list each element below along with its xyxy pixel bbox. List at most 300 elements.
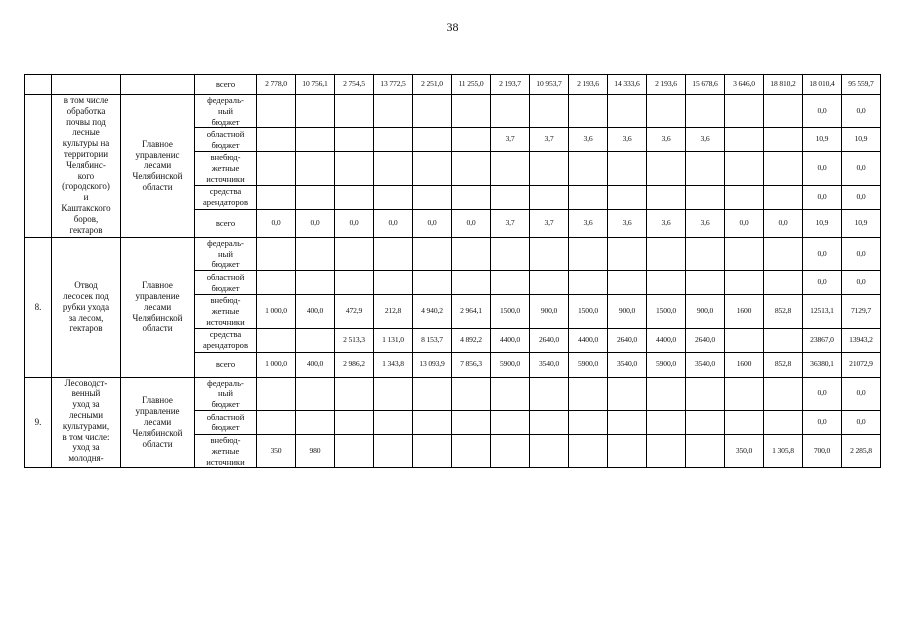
funding-source-cell bbox=[195, 237, 257, 270]
agency-line: лесами bbox=[143, 160, 172, 171]
value-cell: 0,0 bbox=[842, 410, 881, 434]
funding-source-line: источники bbox=[206, 456, 245, 467]
agency-line: Челябинской bbox=[132, 427, 183, 438]
value-cell bbox=[647, 185, 686, 209]
value-cell: 1500,0 bbox=[491, 295, 530, 328]
funding-source-cell bbox=[195, 75, 257, 95]
value-cell: 852,8 bbox=[764, 295, 803, 328]
value-cell: 3,7 bbox=[530, 209, 569, 237]
value-cell bbox=[686, 377, 725, 410]
activity-line: за лесом, bbox=[68, 312, 104, 323]
value-cell: 10,9 bbox=[842, 128, 881, 152]
value-cell bbox=[257, 410, 296, 434]
funding-source-line: всего bbox=[215, 359, 236, 370]
funding-source-line: бюджет bbox=[211, 139, 240, 150]
value-cell bbox=[491, 237, 530, 270]
funding-source-cell bbox=[195, 271, 257, 295]
funding-source-line: бюджет bbox=[211, 259, 240, 270]
funding-source-line: бюджет bbox=[211, 422, 240, 433]
value-cell bbox=[413, 152, 452, 185]
agency-line: управленис bbox=[135, 149, 180, 160]
value-cell: 95 559,7 bbox=[842, 75, 881, 95]
activity-line: почвы под bbox=[66, 116, 106, 127]
value-cell bbox=[335, 128, 374, 152]
value-cell: 8 153,7 bbox=[413, 328, 452, 352]
value-cell bbox=[530, 185, 569, 209]
value-cell bbox=[296, 237, 335, 270]
value-cell bbox=[686, 434, 725, 467]
funding-source-line: федераль- bbox=[207, 377, 244, 388]
value-cell: 0,0 bbox=[803, 377, 842, 410]
funding-source-line: внебюд- bbox=[210, 152, 241, 163]
value-cell bbox=[335, 95, 374, 128]
value-cell: 2 778,0 bbox=[257, 75, 296, 95]
value-cell bbox=[569, 377, 608, 410]
value-cell bbox=[647, 237, 686, 270]
value-cell: 3,6 bbox=[686, 128, 725, 152]
funding-source-line: жетные bbox=[211, 305, 240, 316]
value-cell: 350,0 bbox=[725, 434, 764, 467]
funding-source-line: бюджет bbox=[211, 399, 240, 410]
funding-source-line: источники bbox=[206, 316, 245, 327]
value-cell: 0,0 bbox=[842, 377, 881, 410]
value-cell bbox=[335, 271, 374, 295]
value-cell bbox=[725, 95, 764, 128]
table-row bbox=[25, 75, 881, 95]
value-cell: 3540,0 bbox=[608, 352, 647, 377]
funding-source-line: бюджет bbox=[211, 116, 240, 127]
activity-line: гектаров bbox=[69, 323, 103, 334]
value-cell bbox=[296, 328, 335, 352]
agency-line: Челябинской bbox=[132, 312, 183, 323]
agency-line: лесами bbox=[143, 301, 172, 312]
activity-line: Каштакского bbox=[61, 202, 111, 213]
activity-line: культурами, bbox=[62, 420, 110, 431]
value-cell: 10 756,1 bbox=[296, 75, 335, 95]
value-cell: 4400,0 bbox=[491, 328, 530, 352]
value-cell bbox=[764, 271, 803, 295]
value-cell: 7129,7 bbox=[842, 295, 881, 328]
value-cell bbox=[374, 410, 413, 434]
value-cell bbox=[257, 95, 296, 128]
value-cell bbox=[686, 271, 725, 295]
value-cell bbox=[257, 271, 296, 295]
value-cell: 2640,0 bbox=[530, 328, 569, 352]
value-cell bbox=[374, 152, 413, 185]
value-cell bbox=[374, 128, 413, 152]
value-cell bbox=[413, 271, 452, 295]
value-cell: 2 193,7 bbox=[491, 75, 530, 95]
agency-cell bbox=[121, 95, 195, 238]
value-cell: 5900,0 bbox=[647, 352, 686, 377]
value-cell: 0,0 bbox=[413, 209, 452, 237]
value-cell bbox=[452, 185, 491, 209]
agency-line: Главное bbox=[142, 395, 173, 406]
value-cell bbox=[569, 95, 608, 128]
funding-source-cell bbox=[195, 434, 257, 467]
funding-source-line: бюджет bbox=[211, 282, 240, 293]
value-cell bbox=[569, 152, 608, 185]
funding-source-line: ный bbox=[218, 388, 233, 399]
value-cell: 3,6 bbox=[608, 209, 647, 237]
value-cell bbox=[491, 95, 530, 128]
page-number: 38 bbox=[446, 20, 459, 34]
value-cell bbox=[257, 328, 296, 352]
value-cell bbox=[725, 328, 764, 352]
value-cell: 2 986,2 bbox=[335, 352, 374, 377]
value-cell: 0,0 bbox=[842, 185, 881, 209]
funding-source-line: ный bbox=[218, 105, 233, 116]
activity-line: боров, bbox=[73, 213, 99, 224]
activity-line: культуры на bbox=[62, 138, 110, 149]
value-cell bbox=[491, 185, 530, 209]
value-cell bbox=[764, 328, 803, 352]
value-cell bbox=[530, 95, 569, 128]
value-cell bbox=[452, 271, 491, 295]
funding-source-line: арендаторов bbox=[202, 340, 249, 351]
value-cell bbox=[764, 185, 803, 209]
value-cell: 0,0 bbox=[842, 237, 881, 270]
value-cell: 10 953,7 bbox=[530, 75, 569, 95]
value-cell: 2 285,8 bbox=[842, 434, 881, 467]
value-cell bbox=[296, 152, 335, 185]
value-cell bbox=[608, 410, 647, 434]
value-cell bbox=[374, 185, 413, 209]
row-index-cell: 9. bbox=[25, 377, 52, 468]
value-cell: 23867,0 bbox=[803, 328, 842, 352]
value-cell bbox=[686, 237, 725, 270]
value-cell: 980 bbox=[296, 434, 335, 467]
value-cell bbox=[686, 152, 725, 185]
value-cell: 1 000,0 bbox=[257, 295, 296, 328]
value-cell bbox=[764, 410, 803, 434]
table-row bbox=[25, 237, 881, 270]
activity-cell bbox=[52, 377, 121, 468]
funding-source-cell bbox=[195, 328, 257, 352]
value-cell: 472,9 bbox=[335, 295, 374, 328]
funding-source-line: жетные bbox=[211, 163, 240, 174]
value-cell bbox=[296, 377, 335, 410]
value-cell bbox=[452, 410, 491, 434]
value-cell bbox=[647, 152, 686, 185]
value-cell bbox=[257, 152, 296, 185]
activity-line: лесосек под bbox=[63, 290, 109, 301]
agency-line: Главное bbox=[142, 280, 173, 291]
value-cell: 2 754,5 bbox=[335, 75, 374, 95]
value-cell: 5900,0 bbox=[491, 352, 530, 377]
value-cell: 3,6 bbox=[647, 209, 686, 237]
value-cell bbox=[725, 377, 764, 410]
value-cell bbox=[413, 377, 452, 410]
value-cell bbox=[569, 185, 608, 209]
activity-line: Отвод bbox=[74, 280, 98, 291]
value-cell: 0,0 bbox=[725, 209, 764, 237]
value-cell bbox=[335, 152, 374, 185]
value-cell bbox=[452, 434, 491, 467]
value-cell: 0,0 bbox=[764, 209, 803, 237]
activity-line: кого bbox=[77, 170, 95, 181]
table-body bbox=[25, 75, 881, 468]
value-cell: 3540,0 bbox=[530, 352, 569, 377]
value-cell: 400,0 bbox=[296, 295, 335, 328]
funding-source-line: средства bbox=[209, 329, 242, 340]
value-cell bbox=[647, 95, 686, 128]
row-index-cell: 8. bbox=[25, 237, 52, 377]
value-cell bbox=[491, 377, 530, 410]
value-cell bbox=[335, 237, 374, 270]
activity-line: обработка bbox=[66, 105, 106, 116]
value-cell bbox=[491, 434, 530, 467]
value-cell bbox=[374, 95, 413, 128]
funding-source-cell bbox=[195, 410, 257, 434]
value-cell: 0,0 bbox=[803, 410, 842, 434]
value-cell bbox=[764, 95, 803, 128]
value-cell: 0,0 bbox=[803, 95, 842, 128]
value-cell: 0,0 bbox=[803, 185, 842, 209]
activity-line: территории bbox=[63, 148, 109, 159]
value-cell bbox=[374, 237, 413, 270]
value-cell: 3,6 bbox=[647, 128, 686, 152]
activity-line: уход за bbox=[72, 399, 100, 410]
value-cell bbox=[569, 271, 608, 295]
value-cell bbox=[296, 271, 335, 295]
value-cell bbox=[335, 377, 374, 410]
value-cell: 10,9 bbox=[842, 209, 881, 237]
value-cell bbox=[530, 152, 569, 185]
value-cell bbox=[608, 95, 647, 128]
value-cell bbox=[413, 237, 452, 270]
funding-source-line: всего bbox=[215, 217, 236, 228]
value-cell bbox=[413, 410, 452, 434]
activity-line: и bbox=[83, 192, 89, 203]
value-cell bbox=[413, 128, 452, 152]
value-cell: 0,0 bbox=[842, 95, 881, 128]
value-cell: 900,0 bbox=[608, 295, 647, 328]
value-cell bbox=[491, 271, 530, 295]
value-cell bbox=[608, 152, 647, 185]
value-cell: 0,0 bbox=[803, 152, 842, 185]
agency-line: управление bbox=[135, 290, 180, 301]
value-cell: 7 856,3 bbox=[452, 352, 491, 377]
value-cell bbox=[374, 377, 413, 410]
table-row bbox=[25, 95, 881, 128]
activity-line: гектаров bbox=[69, 224, 103, 235]
activity-line: лесные bbox=[72, 127, 100, 138]
activity-line: (городского) bbox=[62, 181, 110, 192]
funding-source-line: областной bbox=[206, 271, 245, 282]
value-cell: 2 513,3 bbox=[335, 328, 374, 352]
agency-line: области bbox=[142, 182, 173, 193]
activity-line: рубки ухода bbox=[62, 301, 110, 312]
value-cell: 3540,0 bbox=[686, 352, 725, 377]
value-cell: 3 646,0 bbox=[725, 75, 764, 95]
value-cell: 13943,2 bbox=[842, 328, 881, 352]
value-cell bbox=[725, 152, 764, 185]
value-cell: 3,6 bbox=[569, 209, 608, 237]
value-cell: 2 193,6 bbox=[569, 75, 608, 95]
activity-cell bbox=[52, 237, 121, 377]
activity-line: лесными bbox=[68, 409, 104, 420]
value-cell: 0,0 bbox=[803, 237, 842, 270]
activity-line: венный bbox=[71, 388, 101, 399]
value-cell bbox=[608, 377, 647, 410]
value-cell bbox=[647, 434, 686, 467]
funding-source-line: жетные bbox=[211, 445, 240, 456]
agency-line: области bbox=[142, 323, 173, 334]
value-cell: 0,0 bbox=[842, 152, 881, 185]
row-index-cell bbox=[25, 75, 52, 95]
value-cell: 1600 bbox=[725, 352, 764, 377]
value-cell bbox=[335, 410, 374, 434]
value-cell: 3,6 bbox=[686, 209, 725, 237]
value-cell: 14 333,6 bbox=[608, 75, 647, 95]
funding-source-cell bbox=[195, 295, 257, 328]
value-cell: 1500,0 bbox=[569, 295, 608, 328]
value-cell bbox=[257, 185, 296, 209]
value-cell: 0,0 bbox=[374, 209, 413, 237]
value-cell bbox=[686, 185, 725, 209]
value-cell bbox=[296, 410, 335, 434]
value-cell: 3,6 bbox=[569, 128, 608, 152]
value-cell: 900,0 bbox=[686, 295, 725, 328]
value-cell: 15 678,6 bbox=[686, 75, 725, 95]
value-cell bbox=[257, 377, 296, 410]
value-cell: 4400,0 bbox=[569, 328, 608, 352]
value-cell bbox=[725, 237, 764, 270]
agency-line: Челябинской bbox=[132, 171, 183, 182]
value-cell: 3,7 bbox=[530, 128, 569, 152]
value-cell bbox=[569, 434, 608, 467]
funding-source-line: всего bbox=[215, 79, 236, 90]
agency-cell bbox=[121, 75, 195, 95]
agency-line: управление bbox=[135, 406, 180, 417]
value-cell: 21072,9 bbox=[842, 352, 881, 377]
value-cell: 1600 bbox=[725, 295, 764, 328]
value-cell bbox=[725, 185, 764, 209]
value-cell bbox=[335, 434, 374, 467]
value-cell: 2640,0 bbox=[608, 328, 647, 352]
value-cell bbox=[530, 410, 569, 434]
value-cell bbox=[530, 377, 569, 410]
value-cell: 10,9 bbox=[803, 128, 842, 152]
value-cell: 3,6 bbox=[608, 128, 647, 152]
funding-source-cell bbox=[195, 209, 257, 237]
funding-source-line: федераль- bbox=[207, 95, 244, 105]
value-cell: 3,7 bbox=[491, 128, 530, 152]
value-cell: 0,0 bbox=[842, 271, 881, 295]
activity-cell bbox=[52, 95, 121, 238]
value-cell bbox=[452, 95, 491, 128]
funding-source-line: внебюд- bbox=[210, 434, 241, 445]
value-cell bbox=[452, 237, 491, 270]
funding-source-line: областной bbox=[206, 411, 245, 422]
value-cell bbox=[608, 185, 647, 209]
funding-source-line: ный bbox=[218, 248, 233, 259]
value-cell bbox=[725, 128, 764, 152]
value-cell bbox=[725, 271, 764, 295]
value-cell: 852,8 bbox=[764, 352, 803, 377]
value-cell bbox=[647, 410, 686, 434]
value-cell bbox=[764, 152, 803, 185]
value-cell bbox=[452, 128, 491, 152]
value-cell: 18 810,2 bbox=[764, 75, 803, 95]
value-cell bbox=[530, 271, 569, 295]
value-cell bbox=[530, 434, 569, 467]
value-cell bbox=[686, 410, 725, 434]
value-cell bbox=[374, 434, 413, 467]
value-cell bbox=[569, 410, 608, 434]
value-cell: 5900,0 bbox=[569, 352, 608, 377]
value-cell: 11 255,0 bbox=[452, 75, 491, 95]
activity-cell bbox=[52, 75, 121, 95]
agency-cell bbox=[121, 237, 195, 377]
value-cell: 400,0 bbox=[296, 352, 335, 377]
funding-source-line: федераль- bbox=[207, 237, 244, 248]
value-cell: 0,0 bbox=[452, 209, 491, 237]
activity-line: Лесоводст- bbox=[64, 377, 108, 388]
value-cell: 2 251,0 bbox=[413, 75, 452, 95]
value-cell bbox=[413, 95, 452, 128]
value-cell: 18 010,4 bbox=[803, 75, 842, 95]
value-cell bbox=[491, 152, 530, 185]
funding-source-cell bbox=[195, 352, 257, 377]
value-cell: 212,8 bbox=[374, 295, 413, 328]
table-row bbox=[25, 377, 881, 410]
value-cell: 2640,0 bbox=[686, 328, 725, 352]
value-cell bbox=[530, 237, 569, 270]
value-cell: 4 940,2 bbox=[413, 295, 452, 328]
value-cell: 0,0 bbox=[803, 271, 842, 295]
value-cell bbox=[296, 95, 335, 128]
value-cell bbox=[764, 128, 803, 152]
row-index-cell bbox=[25, 95, 52, 238]
value-cell bbox=[647, 377, 686, 410]
value-cell: 1 305,8 bbox=[764, 434, 803, 467]
value-cell: 0,0 bbox=[335, 209, 374, 237]
value-cell: 1 000,0 bbox=[257, 352, 296, 377]
activity-line: молодня- bbox=[68, 453, 104, 464]
agency-line: Главное bbox=[142, 138, 173, 149]
funding-source-line: арендаторов bbox=[202, 197, 249, 208]
agency-cell bbox=[121, 377, 195, 468]
agency-line: области bbox=[142, 438, 173, 449]
activity-line: в том числе bbox=[63, 95, 109, 105]
funding-source-line: внебюд- bbox=[210, 295, 241, 306]
value-cell: 1 131,0 bbox=[374, 328, 413, 352]
value-cell bbox=[569, 237, 608, 270]
funding-source-line: средства bbox=[209, 186, 242, 197]
value-cell bbox=[335, 185, 374, 209]
activity-line: уход за bbox=[72, 442, 100, 453]
funding-source-cell bbox=[195, 185, 257, 209]
value-cell bbox=[608, 434, 647, 467]
value-cell: 900,0 bbox=[530, 295, 569, 328]
value-cell: 2 964,1 bbox=[452, 295, 491, 328]
funding-source-line: источники bbox=[206, 173, 245, 184]
value-cell bbox=[413, 434, 452, 467]
value-cell: 0,0 bbox=[257, 209, 296, 237]
value-cell bbox=[257, 237, 296, 270]
value-cell: 350 bbox=[257, 434, 296, 467]
value-cell bbox=[764, 237, 803, 270]
value-cell: 1500,0 bbox=[647, 295, 686, 328]
value-cell: 700,0 bbox=[803, 434, 842, 467]
value-cell: 12513,1 bbox=[803, 295, 842, 328]
value-cell: 36380,1 bbox=[803, 352, 842, 377]
value-cell bbox=[452, 152, 491, 185]
value-cell: 13 093,9 bbox=[413, 352, 452, 377]
value-cell bbox=[296, 185, 335, 209]
